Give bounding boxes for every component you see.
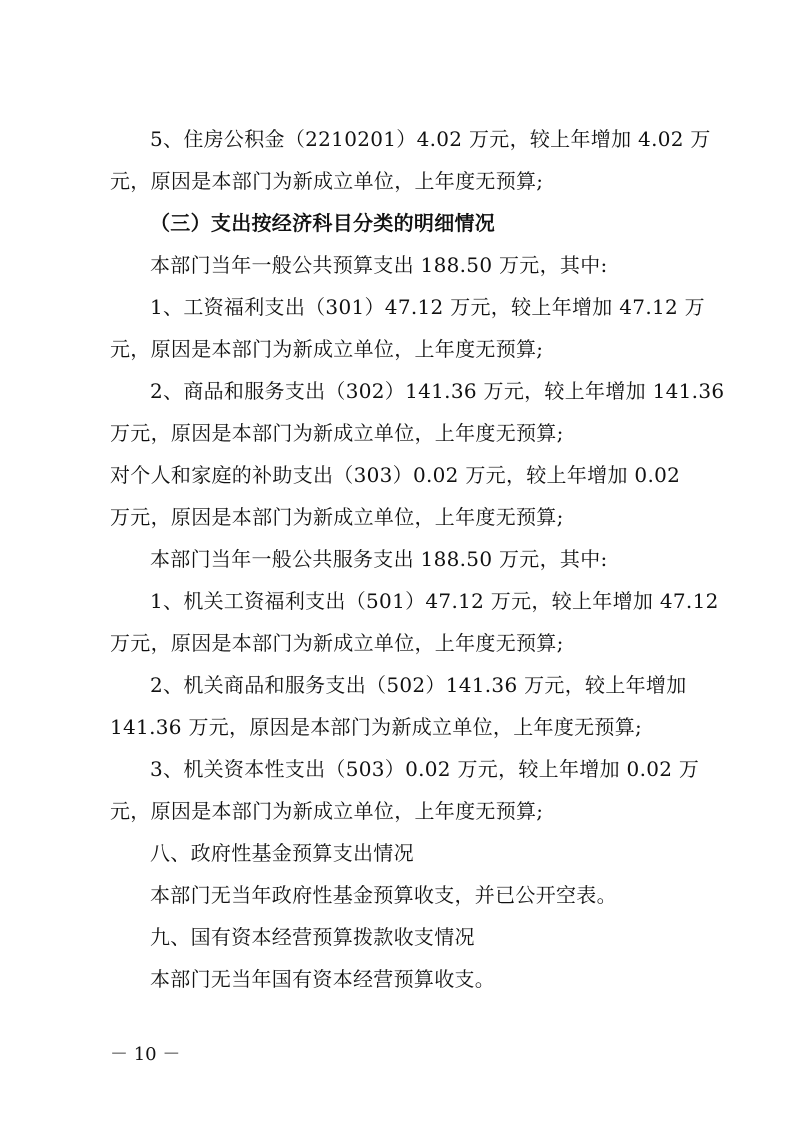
page-number: － 10 － [110, 1044, 181, 1065]
paragraph-line: 元，原因是本部门为新成立单位，上年度无预算; [110, 799, 544, 823]
paragraph-line: 元，原因是本部门为新成立单位，上年度无预算; [110, 337, 544, 361]
section-heading: 九、国有资本经营预算拨款收支情况 [150, 925, 475, 949]
paragraph-line: 万元，原因是本部门为新成立单位，上年度无预算; [110, 505, 564, 529]
paragraph-line: 对个人和家庭的补助支出（303）0.02 万元，较上年增加 0.02 [110, 463, 681, 487]
paragraph-line: 2、商品和服务支出（302）141.36 万元，较上年增加 141.36 [150, 379, 725, 403]
paragraph-line: 1、工资福利支出（301）47.12 万元，较上年增加 47.12 万 [150, 295, 705, 319]
paragraph-line: 1、机关工资福利支出（501）47.12 万元，较上年增加 47.12 [150, 589, 719, 613]
paragraph-line: 万元，原因是本部门为新成立单位，上年度无预算; [110, 631, 564, 655]
section-heading: 八、政府性基金预算支出情况 [150, 841, 414, 865]
paragraph-line: 本部门当年一般公共服务支出 188.50 万元，其中: [150, 547, 608, 571]
paragraph-line: 元，原因是本部门为新成立单位，上年度无预算; [110, 169, 544, 193]
paragraph-line: 3、机关资本性支出（503）0.02 万元，较上年增加 0.02 万 [150, 757, 700, 781]
paragraph-line: 万元，原因是本部门为新成立单位，上年度无预算; [110, 421, 564, 445]
document-body [110, 118, 725, 1000]
paragraph-line: 本部门当年一般公共预算支出 188.50 万元，其中: [150, 253, 608, 277]
paragraph-line: 本部门无当年政府性基金预算收支，并已公开空表。 [150, 883, 617, 907]
paragraph-line: 本部门无当年国有资本经营预算收支。 [150, 967, 496, 991]
paragraph-line: 5、住房公积金（2210201）4.02 万元，较上年增加 4.02 万 [150, 127, 711, 151]
section-subheading: （三）支出按经济科目分类的明细情况 [150, 211, 496, 235]
paragraph-line: 2、机关商品和服务支出（502）141.36 万元，较上年增加 [150, 673, 687, 697]
paragraph-line: 141.36 万元，原因是本部门为新成立单位，上年度无预算; [110, 715, 643, 739]
